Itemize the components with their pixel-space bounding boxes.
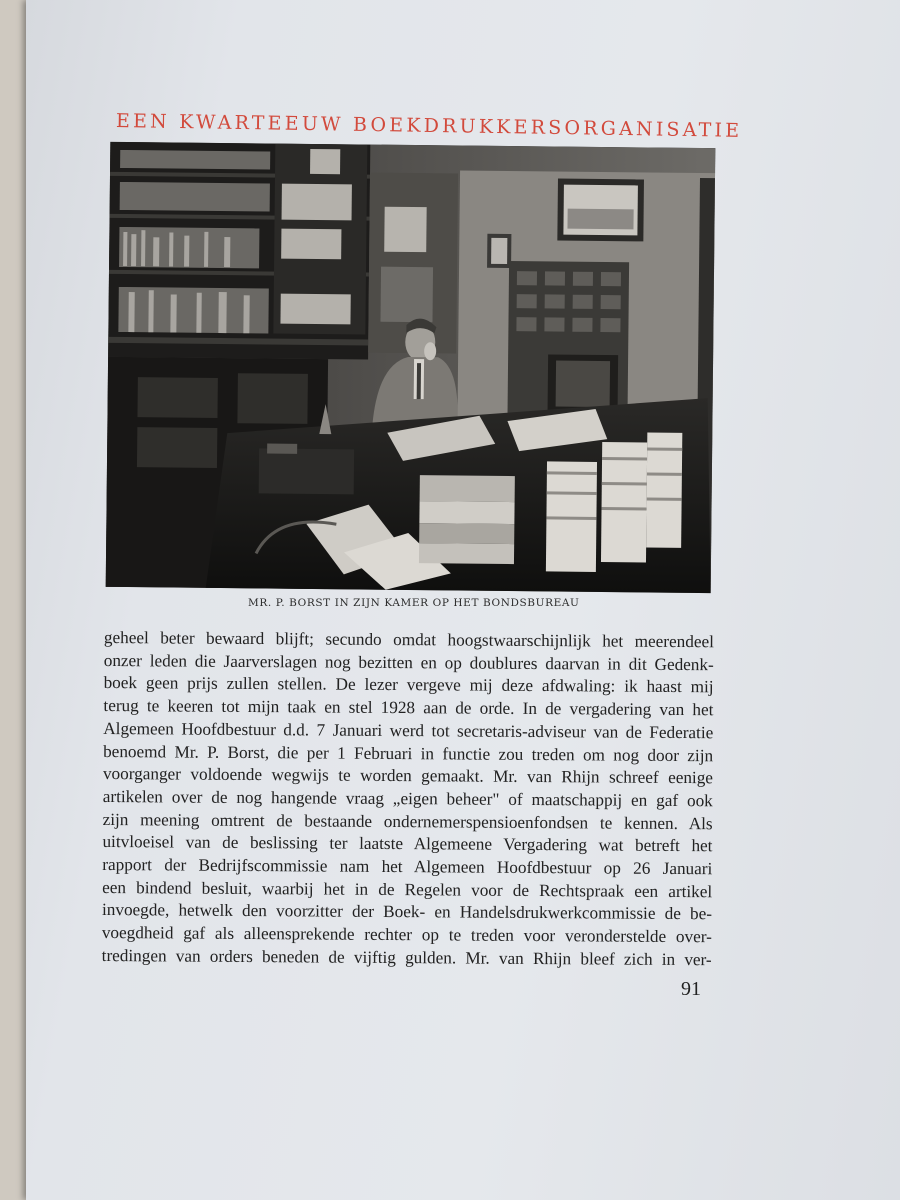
body-line: een bindend besluit, waarbij het in de Regelen voor de Rechtspraak een artikel [102,877,713,901]
body-line: terug te keeren tot mijn taak en stel 1928 aan de orde. In de vergadering van het [103,696,714,720]
body-line: artikelen over de nog hangende vraag „eigen beheer" of maatschappij en gaf ook [102,786,713,811]
page-number: 91 [681,978,701,1000]
body-line: tredingen van orders beneden de vijftig gulden. Mr. van Rhijn bleef zich in ver- [101,945,712,970]
body-line: geheel beter bewaard blijft; secundo omdat hoogstwaarschijnlijk het meerendeel [103,628,714,652]
body-line: rapport der Bedrijfscommissie nam het Algemeen Hoofdbestuur op 26 Januari [102,855,713,879]
body-line: voegdheid gaf als alleensprekende rechter op te treden voor veronderstelde over- [101,923,712,947]
body-line: onzer leden die Jaarverslagen nog bezitten en op doublures daarvan in dit Gedenk- [103,650,714,674]
body-line: Algemeen Hoofdbestuur d.d. 7 Januari werd tot secretaris-adviseur van de Federatie [103,718,714,743]
office-photo-illustration [106,142,716,593]
running-head: EEN KWARTEEUW BOEKDRUKKERSORGANISATIE [115,110,743,142]
body-text [102,627,714,972]
photograph-office [106,142,716,593]
body-line: zijn meening omtrent de bestaande ondernemerspensioenfondsen te kennen. Als [102,809,713,833]
body-line: invoegde, hetwelk den voorzitter der Boek- en Handelsdrukwerkcommissie de be- [101,900,713,924]
body-line: voorganger voldoende wegwijs te worden gemaakt. Mr. van Rhijn schreef eenige [102,764,714,788]
body-line: uitvloeisel van de beslissing ter laatste Algemeene Vergadering wat betreft het [102,832,713,856]
body-line: boek geen prijs zullen stellen. De lezer vergeve mij deze afdwaling: ik haast mij [103,673,714,697]
photo-caption: MR. P. BORST IN ZIJN KAMER OP HET BONDSBUREAU [248,597,580,609]
body-line: benoemd Mr. P. Borst, die per 1 Februari in functie zou treden om nog door zijn [103,741,714,765]
